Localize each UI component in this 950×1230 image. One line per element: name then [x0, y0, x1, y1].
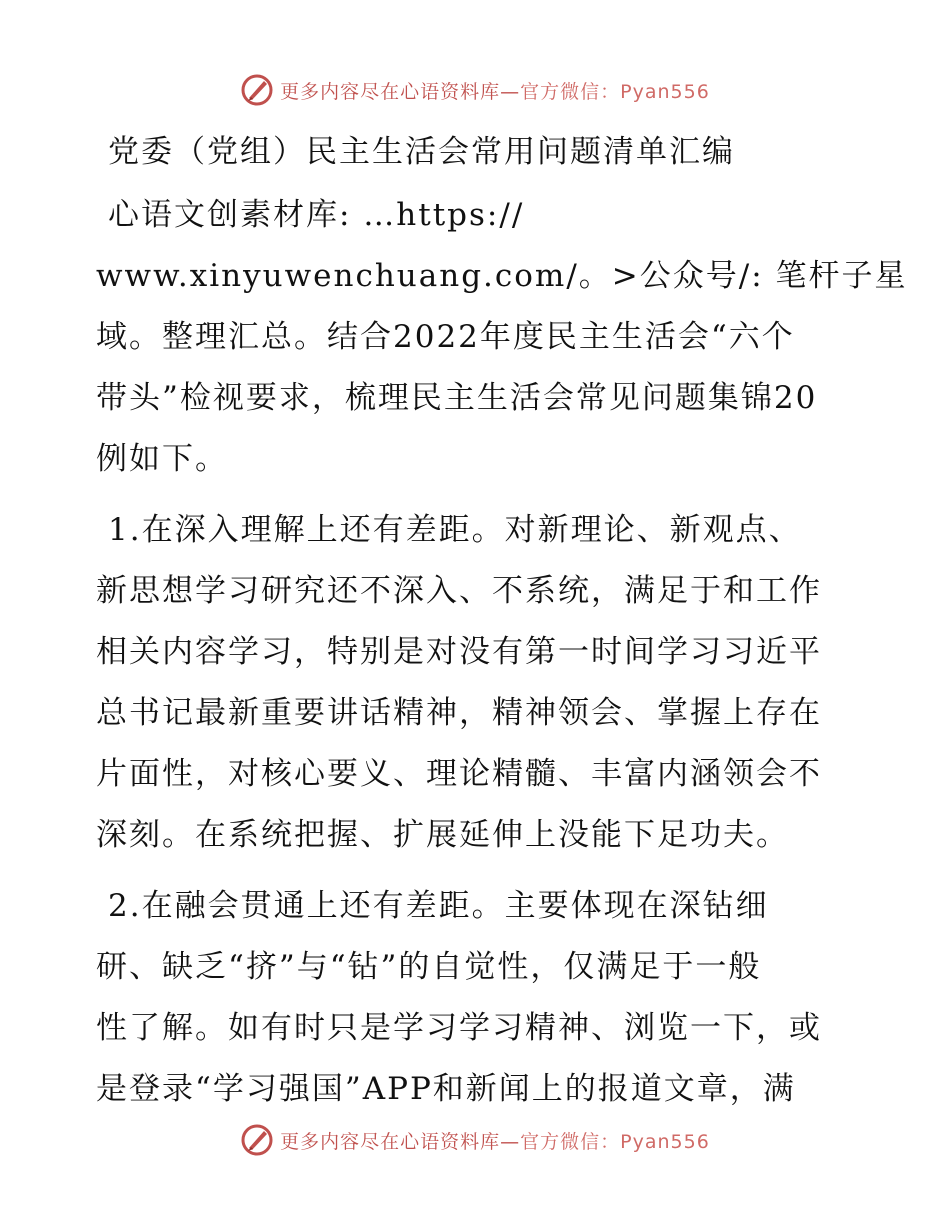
paragraph-line: 研、缺乏“挤”与“钻”的自觉性，仅满足于一般	[96, 949, 762, 985]
document-body	[96, 122, 908, 1120]
quill-pen-logo-icon	[240, 1123, 274, 1157]
footer-watermark	[0, 1120, 950, 1160]
paragraph-line: 是登录“学习强国”APP和新闻上的报道文章，满	[96, 1071, 796, 1107]
item-2-paragraph	[96, 876, 866, 1120]
document-title: 党委（党组）民主生活会常用问题清单汇编	[108, 134, 735, 170]
item-1-paragraph	[96, 500, 866, 866]
header-watermark	[0, 70, 950, 110]
paragraph-line: 域。整理汇总。结合2022年度民主生活会“六个	[96, 319, 795, 355]
paragraph-line: www.xinyuwenchuang.com/。>公众号/: 笔杆子星	[96, 258, 908, 294]
paragraph-line: 相关内容学习，特别是对没有第一时间学习习近平	[96, 634, 822, 670]
paragraph-line: 心语文创素材库: …https://	[108, 197, 525, 233]
intro-paragraph	[96, 185, 908, 490]
paragraph-line: 1.在深入理解上还有差距。对新理论、新观点、	[108, 512, 802, 548]
paragraph-line: 总书记最新重要讲话精神，精神领会、掌握上存在	[96, 695, 822, 731]
paragraph-line: 新思想学习研究还不深入、不系统，满足于和工作	[96, 573, 822, 609]
paragraph-line: 片面性，对核心要义、理论精髓、丰富内涵领会不	[96, 756, 822, 792]
brand-banner	[240, 73, 710, 107]
brand-banner	[240, 1123, 710, 1157]
wechat-id: 官方微信：Pyan556	[520, 1130, 710, 1153]
wechat-id: 官方微信：Pyan556	[520, 80, 710, 103]
paragraph-line: 深刻。在系统把握、扩展延伸上没能下足功夫。	[96, 817, 789, 853]
paragraph-line: 性了解。如有时只是学习学习精神、浏览一下，或	[96, 1010, 822, 1046]
brand-text: 更多内容尽在心语资料库—官方微信：Pyan556	[280, 1130, 710, 1153]
brand-text: 更多内容尽在心语资料库—官方微信：Pyan556	[280, 80, 710, 103]
paragraph-line: 例如下。	[96, 441, 228, 477]
quill-pen-logo-icon	[240, 73, 274, 107]
paragraph-line: 2.在融会贯通上还有差距。主要体现在深钻细	[108, 888, 769, 924]
paragraph-line: 带头”检视要求，梳理民主生活会常见问题集锦20	[96, 380, 818, 416]
